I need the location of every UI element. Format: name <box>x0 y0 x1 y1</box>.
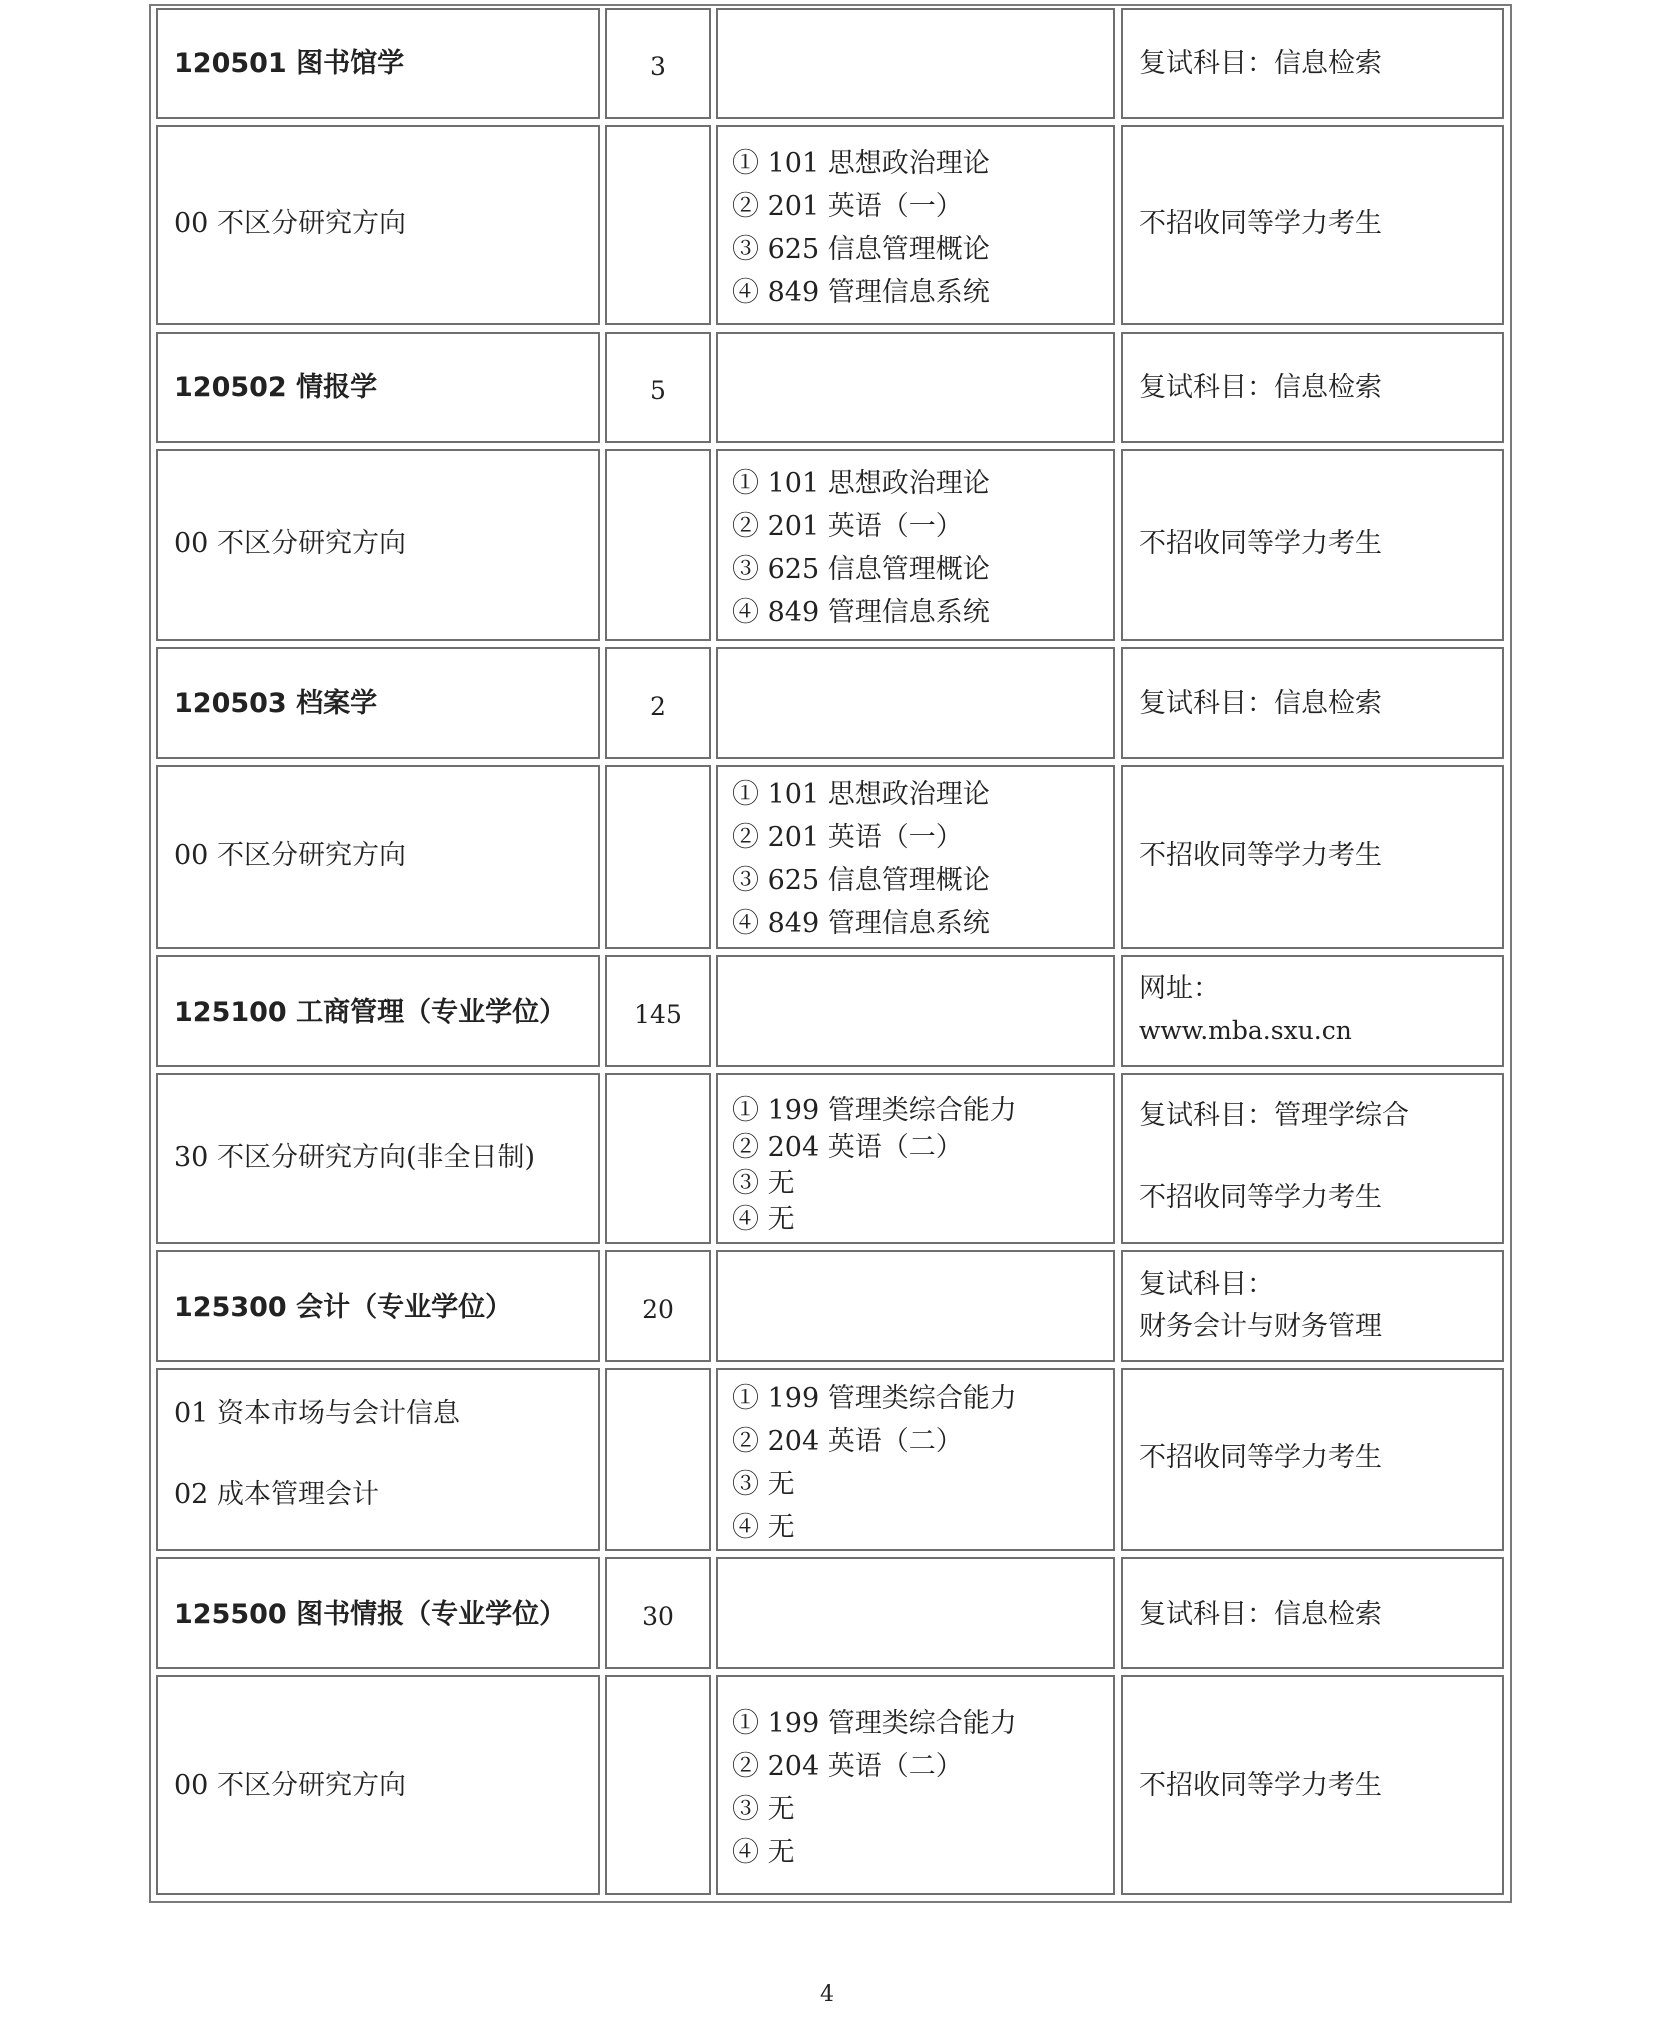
table-cell-count <box>605 765 711 949</box>
enrollment-count: 20 <box>642 1295 674 1324</box>
exam-subject: ④ 无 <box>732 1837 795 1868</box>
table-cell-count <box>605 647 711 759</box>
exam-subject: ① 199 管理类综合能力 <box>732 1095 1017 1126</box>
table-cell-note <box>1121 765 1504 949</box>
exam-subject: ④ 无 <box>732 1512 795 1543</box>
note-text: 复试科目： <box>1139 1269 1274 1300</box>
exam-subject: ② 204 英语（二） <box>732 1751 963 1782</box>
exam-subject: ③ 无 <box>732 1794 795 1825</box>
exam-subject: ① 199 管理类综合能力 <box>732 1708 1017 1739</box>
table-cell-count <box>605 8 711 119</box>
table-cell-subjects <box>716 765 1115 949</box>
note-text: 不招收同等学力考生 <box>1139 1770 1382 1801</box>
table-cell-note <box>1121 647 1504 759</box>
table-cell-direction <box>156 1073 600 1244</box>
enrollment-count: 3 <box>650 52 666 81</box>
exam-subject: ③ 625 信息管理概论 <box>732 865 990 896</box>
table-cell-note <box>1121 449 1504 641</box>
direction-name: 30 不区分研究方向(非全日制) <box>174 1142 536 1173</box>
exam-subject: ① 101 思想政治理论 <box>732 468 990 499</box>
table-cell-note <box>1121 332 1504 443</box>
table-cell-subjects <box>716 125 1115 325</box>
table-cell-major <box>156 955 600 1067</box>
table-cell-note <box>1121 1557 1504 1669</box>
table-cell-subjects <box>716 1250 1115 1362</box>
exam-subject: ③ 625 信息管理概论 <box>732 234 990 265</box>
table-cell-direction <box>156 765 600 949</box>
major-name: 120502 情报学 <box>174 372 378 403</box>
major-name: 120503 档案学 <box>174 688 378 719</box>
table-cell-note <box>1121 1368 1504 1551</box>
table-cell-subjects <box>716 955 1115 1067</box>
table-cell-note <box>1121 955 1504 1067</box>
note-text: 财务会计与财务管理 <box>1139 1311 1382 1342</box>
note-text: 复试科目：管理学综合 <box>1139 1100 1409 1131</box>
direction-name: 00 不区分研究方向 <box>174 528 406 559</box>
exam-subject: ② 201 英语（一） <box>732 822 963 853</box>
major-name: 125100 工商管理（专业学位） <box>174 997 567 1028</box>
exam-subject: ③ 无 <box>732 1469 795 1500</box>
page-number: 4 <box>820 1982 834 2007</box>
table-cell-major <box>156 1557 600 1669</box>
note-text: 不招收同等学力考生 <box>1139 208 1382 239</box>
table-cell-note <box>1121 125 1504 325</box>
major-name: 125300 会计（专业学位） <box>174 1292 513 1323</box>
exam-subject: ④ 849 管理信息系统 <box>732 277 990 308</box>
exam-subject: ① 199 管理类综合能力 <box>732 1383 1017 1414</box>
table-cell-major <box>156 332 600 443</box>
table-cell-major <box>156 647 600 759</box>
exam-subject: ① 101 思想政治理论 <box>732 779 990 810</box>
exam-subject: ④ 849 管理信息系统 <box>732 908 990 939</box>
table-cell-subjects <box>716 332 1115 443</box>
table-cell-direction <box>156 1675 600 1895</box>
table-cell-subjects <box>716 1557 1115 1669</box>
table-cell-note <box>1121 1675 1504 1895</box>
direction-name: 00 不区分研究方向 <box>174 840 406 871</box>
note-text: 网址： <box>1139 973 1220 1004</box>
note-text: 复试科目：信息检索 <box>1139 1599 1382 1630</box>
table-cell-count <box>605 1675 711 1895</box>
table-cell-count <box>605 332 711 443</box>
major-name: 125500 图书情报（专业学位） <box>174 1599 567 1630</box>
table-cell-count <box>605 1250 711 1362</box>
note-text: 复试科目：信息检索 <box>1139 688 1382 719</box>
exam-subject: ② 204 英语（二） <box>732 1426 963 1457</box>
table-cell-direction <box>156 125 600 325</box>
table-cell-count <box>605 955 711 1067</box>
table-cell-subjects <box>716 1073 1115 1244</box>
exam-subject: ② 201 英语（一） <box>732 191 963 222</box>
direction-name: 01 资本市场与会计信息 <box>174 1398 460 1429</box>
direction-name: 02 成本管理会计 <box>174 1479 379 1510</box>
table-cell-major <box>156 8 600 119</box>
table-cell-note <box>1121 1073 1504 1244</box>
table-cell-count <box>605 125 711 325</box>
table-cell-major <box>156 1250 600 1362</box>
exam-subject: ② 204 英语（二） <box>732 1132 963 1163</box>
table-cell-count <box>605 1557 711 1669</box>
enrollment-count: 30 <box>642 1602 674 1631</box>
exam-subject: ③ 无 <box>732 1168 795 1199</box>
enrollment-count: 145 <box>634 1000 682 1029</box>
exam-subject: ④ 849 管理信息系统 <box>732 597 990 628</box>
table-cell-count <box>605 1073 711 1244</box>
table-cell-note <box>1121 1250 1504 1362</box>
exam-subject: ③ 625 信息管理概论 <box>732 554 990 585</box>
table-cell-note <box>1121 8 1504 119</box>
note-text: 不招收同等学力考生 <box>1139 840 1382 871</box>
exam-subject: ① 101 思想政治理论 <box>732 148 990 179</box>
note-text: 不招收同等学力考生 <box>1139 528 1382 559</box>
note-text: 复试科目：信息检索 <box>1139 372 1382 403</box>
table-cell-count <box>605 449 711 641</box>
note-text: 复试科目：信息检索 <box>1139 48 1382 79</box>
table-cell-subjects <box>716 1368 1115 1551</box>
major-name: 120501 图书馆学 <box>174 48 405 79</box>
table-cell-subjects <box>716 1675 1115 1895</box>
table-cell-subjects <box>716 449 1115 641</box>
exam-subject: ② 201 英语（一） <box>732 511 963 542</box>
table-cell-direction <box>156 449 600 641</box>
website-url: www.mba.sxu.cn <box>1139 1016 1352 1045</box>
exam-subject: ④ 无 <box>732 1204 795 1235</box>
table-cell-subjects <box>716 8 1115 119</box>
table-cell-subjects <box>716 647 1115 759</box>
enrollment-count: 2 <box>650 692 666 721</box>
direction-name: 00 不区分研究方向 <box>174 208 406 239</box>
enrollment-count: 5 <box>650 376 666 405</box>
note-text: 不招收同等学力考生 <box>1139 1442 1382 1473</box>
table-cell-count <box>605 1368 711 1551</box>
note-text: 不招收同等学力考生 <box>1139 1182 1382 1213</box>
table-cell-direction <box>156 1368 600 1551</box>
direction-name: 00 不区分研究方向 <box>174 1770 406 1801</box>
